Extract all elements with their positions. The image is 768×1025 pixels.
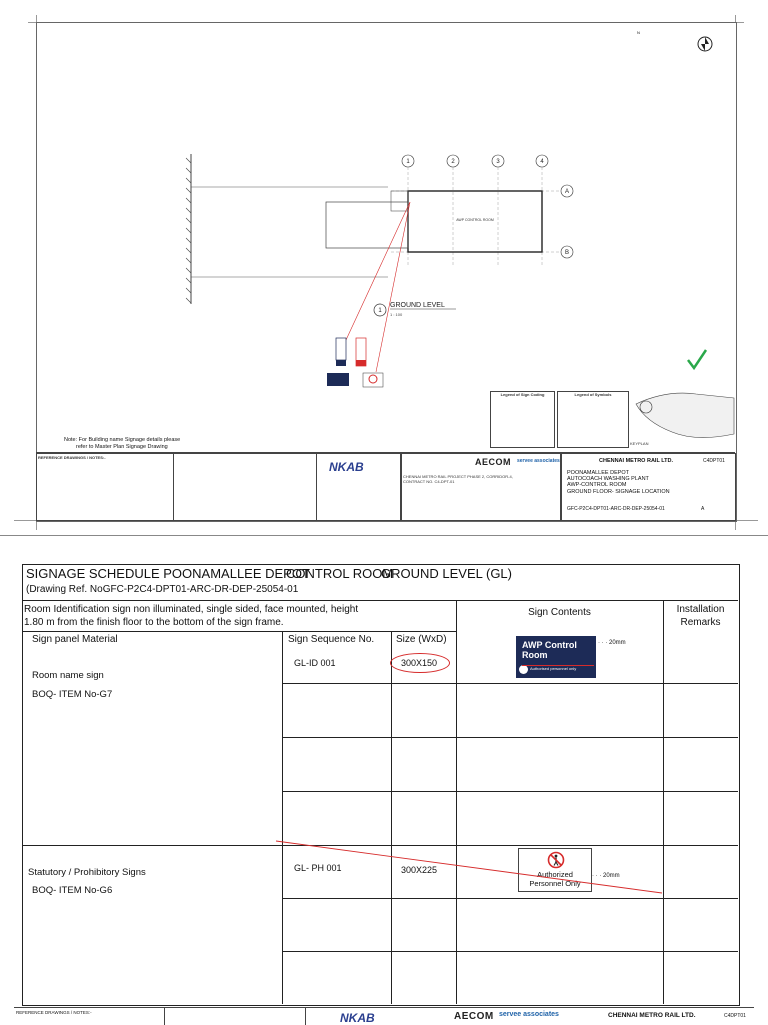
svg-text:AWP CONTROL ROOM: AWP CONTROL ROOM	[456, 218, 494, 222]
svg-text:2: 2	[451, 159, 455, 165]
north-arrow-icon	[698, 37, 712, 51]
keyplan-map	[636, 393, 734, 437]
rule	[456, 600, 457, 1004]
header-sign-contents: Sign Contents	[528, 607, 591, 618]
markup-line	[522, 665, 594, 666]
svg-text:1: 1	[406, 159, 410, 165]
svg-text:1: 1	[378, 308, 382, 314]
footer-title-block: REFERENCE DRAWINGS / NOTES:- NKAB AECOM servee associates CHENNAI METRO RAIL LTD. C4DPT01	[14, 1007, 754, 1025]
red-markup-line	[270, 835, 670, 900]
rule	[282, 951, 738, 952]
size-markup-ellipse	[390, 653, 450, 673]
row2-category: Statutory / Prohibitory Signs	[28, 867, 146, 878]
revision-table	[173, 453, 317, 521]
north-label: N	[637, 30, 640, 35]
prohibitory-sign: Authorized Personnel Only	[518, 848, 592, 892]
svg-text:GROUND LEVEL: GROUND LEVEL	[390, 302, 445, 309]
crop-mark	[14, 520, 36, 521]
rule	[282, 791, 738, 792]
drawing-number: GFC-P2C4-DPT01-ARC-DR-DEP-25054-01	[567, 506, 665, 512]
rule	[391, 631, 392, 1004]
sign1-dimension: · · · 20mm	[598, 640, 626, 646]
title-box: CHENNAI METRO RAIL LTD. POONAMALLEE DEPOT AUTOCOACH WASHING PLANT AWP-CONTROL ROOM GROUND FLOOR- SIGNAGE LOCATION GFC-P2C4-DPT01-ARC-DR-DEP-25054-01 A C4DPT01	[560, 453, 736, 521]
legend-sign-coding: Legend of Sign Coding	[490, 391, 555, 448]
legend-symbols: Legend of Symbols	[557, 391, 629, 448]
schedule-title: SIGNAGE SCHEDULE POONAMALLEE DEPOT	[26, 566, 310, 581]
room-name-sign: AWP Control Room Authorised personnel only	[516, 636, 596, 678]
header-installation: Installation Remarks	[676, 604, 725, 628]
nkab-box: NKAB	[316, 453, 402, 521]
drawing-ref: (Drawing Ref. NoGFC-P2C4-DPT01-ARC-DR-DEP-25054-01	[26, 584, 299, 595]
crop-mark	[736, 22, 744, 23]
sign2-dimension: · · · 20mm	[592, 873, 620, 879]
drawing-title: POONAMALLEE DEPOT AUTOCOACH WASHING PLANT AWP-CONTROL ROOM GROUND FLOOR- SIGNAGE LOCATION	[567, 470, 670, 495]
svg-text:1 : 100: 1 : 100	[390, 312, 403, 317]
crop-mark	[736, 520, 758, 521]
row1-boq: BOQ- ITEM No-G7	[32, 689, 113, 700]
row1-size: 300X150	[401, 658, 438, 668]
rule	[282, 631, 283, 1004]
svg-text:A: A	[564, 189, 570, 195]
schedule-title-room: CONTROL ROOM	[286, 566, 394, 581]
floor-plan	[36, 22, 735, 452]
header-sequence-no: Sign Sequence No.	[288, 634, 375, 645]
prohibition-icon	[519, 665, 528, 674]
schedule-title-level: GROUND LEVEL (GL)	[381, 566, 512, 581]
rule	[22, 600, 738, 601]
row2-seq: GL- PH 001	[294, 863, 342, 873]
rule	[282, 683, 738, 684]
header-size: Size (WxD)	[396, 634, 447, 645]
page-separator	[0, 535, 768, 536]
reference-drawings-box: REFERENCE DRAWINGS / NOTES:-	[36, 453, 174, 521]
rule	[282, 737, 738, 738]
project-box: AECOM servee associates CHENNAI METRO RAIL PROJECT PHASE 2, CORRIDOR-4, CONTRACT NO. C4-DPT-01	[400, 453, 562, 521]
crop-mark	[28, 22, 36, 23]
svg-text:3: 3	[496, 159, 500, 165]
row1-category: Room name sign	[32, 670, 104, 681]
row2-size: 300X225	[401, 865, 438, 875]
building-note: Note: For Building name Signage details please refer to Master Plan Signage Drawing	[64, 437, 181, 450]
svg-text:4: 4	[540, 159, 544, 165]
title-block	[36, 452, 735, 521]
room-description: Room Identification sign non illuminated, single sided, face mounted, height 1.80 m from the finish floor to the bottom of the sign frame.	[24, 604, 359, 628]
row1-seq: GL-ID 001	[294, 658, 336, 668]
keyplan-label: KEYPLAN	[630, 441, 649, 446]
svg-text:B: B	[564, 250, 570, 256]
rule	[663, 600, 664, 1004]
check-icon	[688, 350, 706, 368]
row2-boq: BOQ- ITEM No-G6	[32, 885, 113, 896]
header-panel-material: Sign panel Material	[32, 634, 118, 645]
